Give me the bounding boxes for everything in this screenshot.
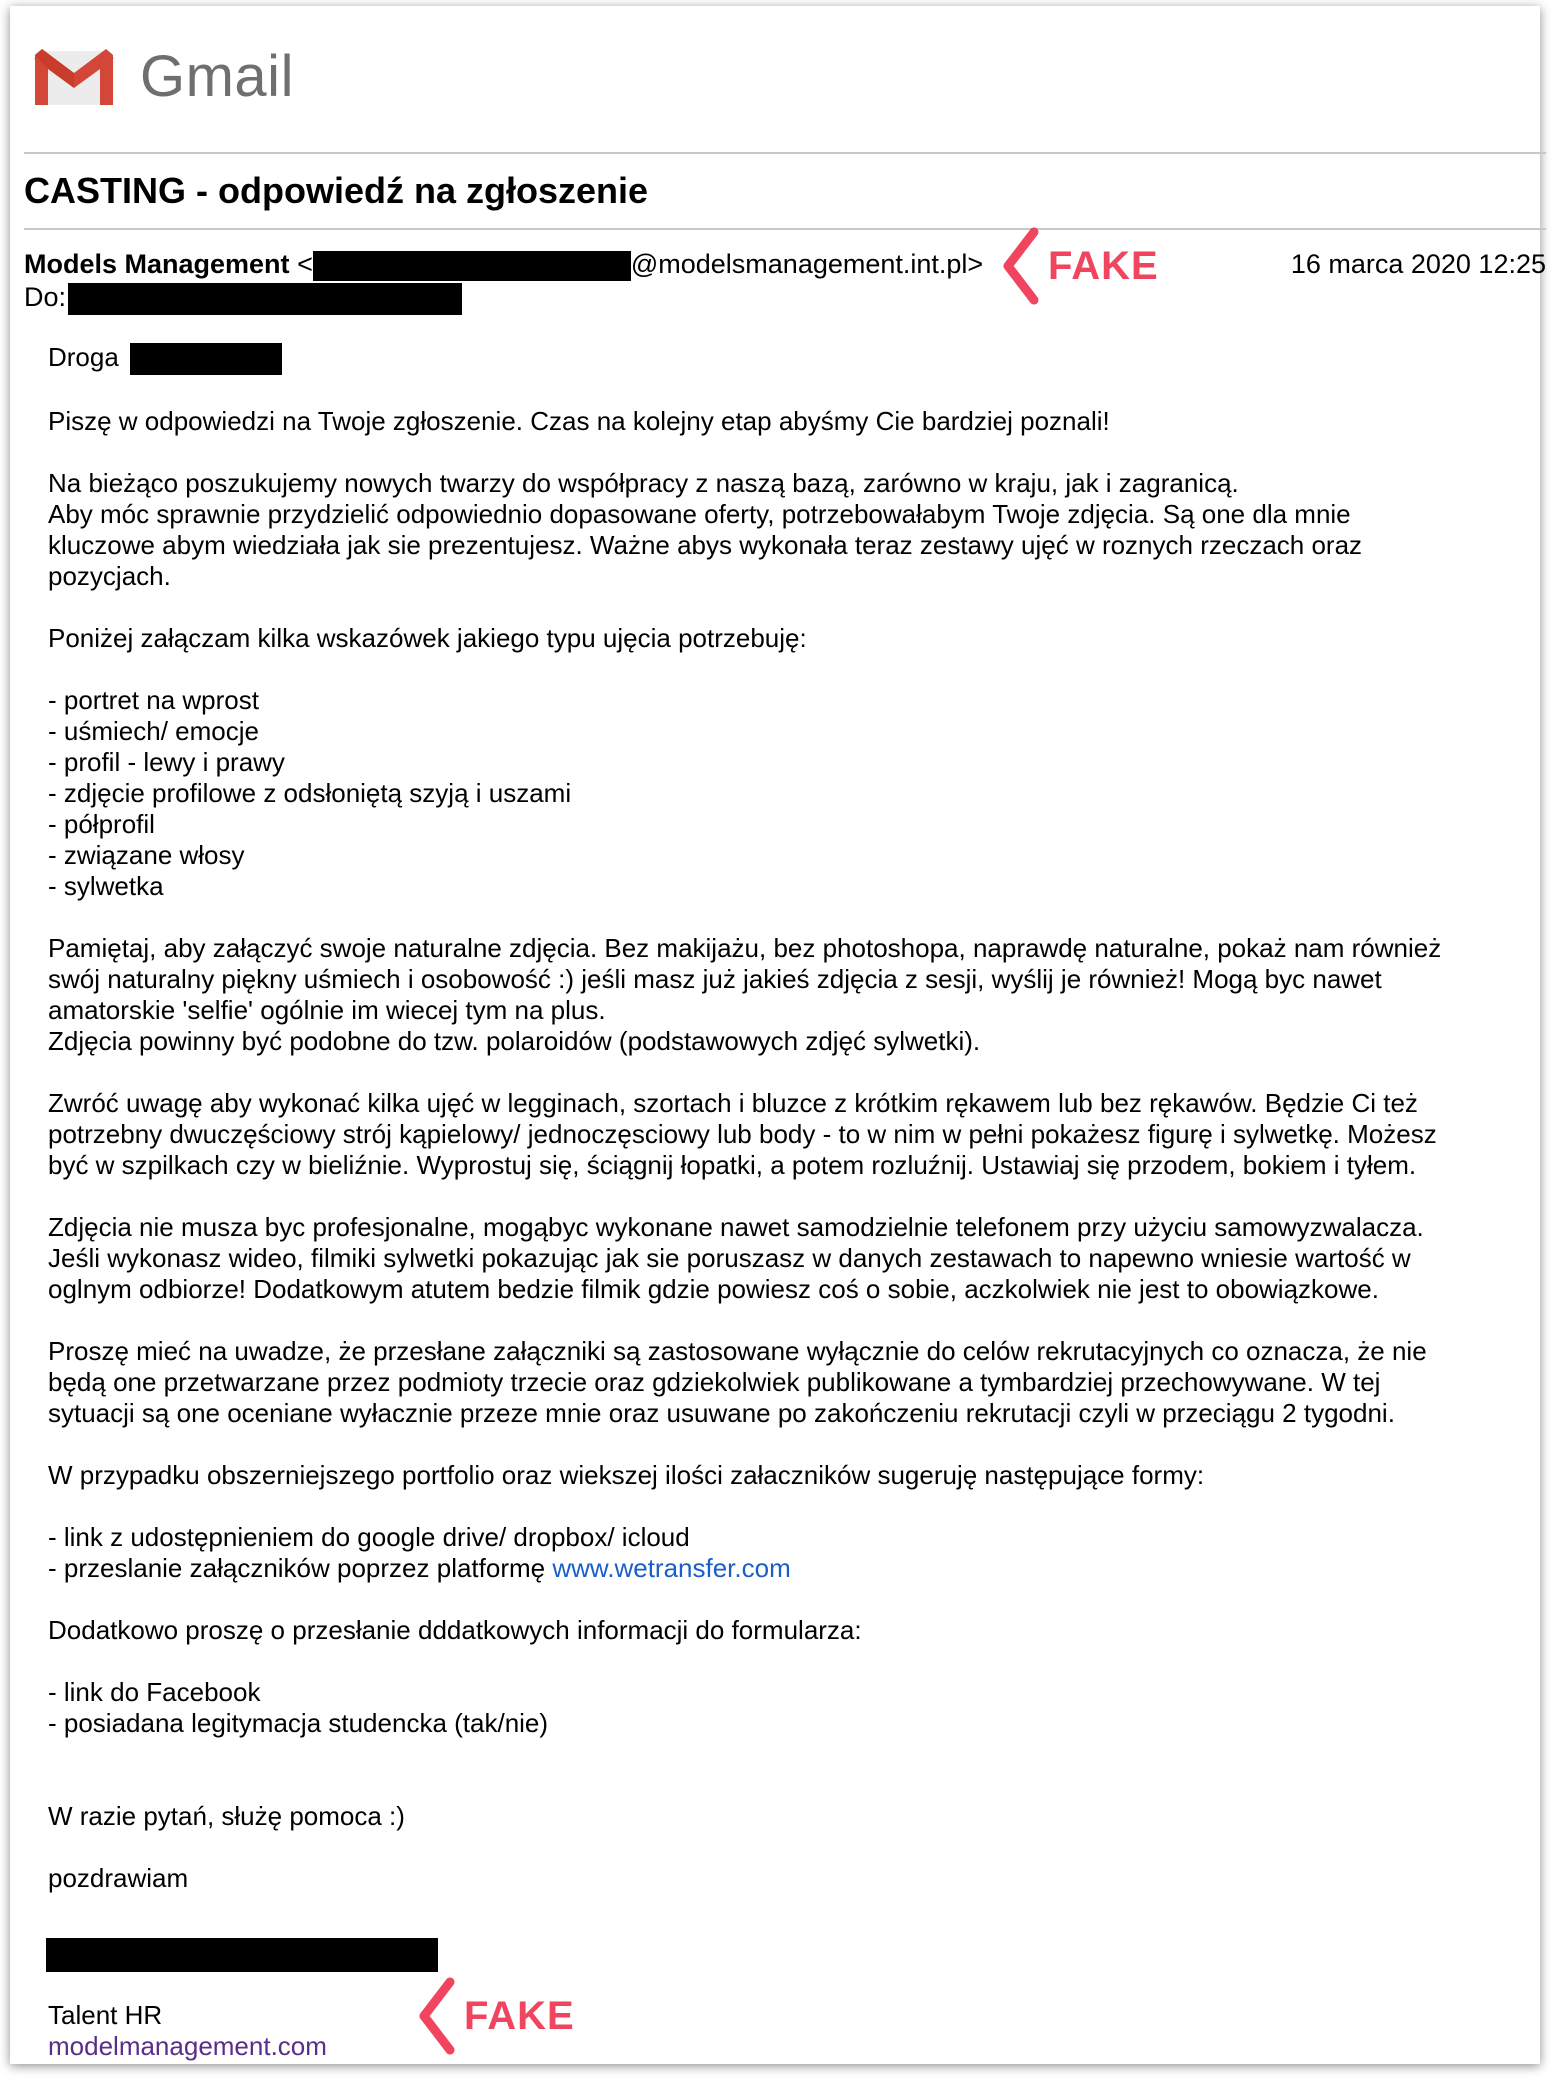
redacted-sender-local (313, 251, 631, 281)
body-line: Aby móc sprawnie przydzielić odpowiednio dopasowane oferty, potrzebowałabym Twoje zdjęcia. Są one dla mnie (48, 499, 1351, 530)
body-line: - sylwetka (48, 871, 164, 902)
sender-name: Models Management (24, 249, 290, 279)
body-line: - uśmiech/ emocje (48, 716, 259, 747)
signature-website-link[interactable]: modelmanagement.com (48, 2031, 327, 2061)
body-line: Zdjęcia nie musza byc profesjonalne, mogąbyc wykonane nawet samodzielnie telefonem przy użyciu samowyzwalacza. (48, 1212, 1424, 1243)
subject-divider (24, 228, 1546, 230)
body-line: Proszę mieć na uwadze, że przesłane załączniki są zastosowane wyłącznie do celów rekrutacyjnych co oznacza, że nie (48, 1336, 1427, 1367)
body-line: - półprofil (48, 809, 155, 840)
body-line: Jeśli wykonasz wideo, filmiki sylwetki pokazując jak sie poruszasz w danych zestawach to napewno wniesie wartość w (48, 1243, 1411, 1274)
body-line: Na bieżąco poszukujemy nowych twarzy do współpracy z naszą bazą, zarówno w kraju, jak i zagranicą. (48, 468, 1239, 499)
list-item (48, 1553, 1518, 1584)
upload-options-list (48, 1522, 1518, 1584)
body-line: będą one przetwarzane przez podmioty trzecie oraz gdziekolwiek publikowane a tymbardziej przechowywane. W tej (48, 1367, 1381, 1398)
fake-label: FAKE (464, 1993, 575, 2038)
body-line: sytuacji są one oceniane wyłacznie przeze mnie oraz usuwane po zakończeniu rekrutacji czyli w przeciągu 2 tygodni. (48, 1398, 1395, 1429)
body-line: pozycjach. (48, 561, 171, 592)
body-line: być w szpilkach czy w bieliźnie. Wyprostuj się, ściągnij łopatki, a potem rozluźnij. Ustawiaj się przodem, bokiem i tyłem. (48, 1150, 1417, 1181)
header-divider (24, 152, 1546, 154)
list-item-text: - przeslanie załączników poprzez platformę (48, 1553, 553, 1584)
redacted-recipient (68, 283, 462, 315)
body-line: potrzebny dwuczęściowy strój kąpielowy/ jednoczęsciowy lub body - to w nim w pełni pokażesz figurę i sylwetkę. Możesz (48, 1119, 1437, 1150)
body-line: Zwróć uwagę aby wykonać kilka ujęć w legginach, szortach i bluzce z krótkim rękawem lub bez rękawów. Będzie Ci też (48, 1088, 1418, 1119)
body-paragraph (48, 1677, 1518, 1739)
fake-label: FAKE (1048, 243, 1159, 288)
body-line: swój naturalny piękny uśmiech i osobowość :) jeśli masz już jakieś zdjęcia z sesji, wyślij je również! Mogą byc nawet (48, 964, 1382, 995)
body-line: Poniżej załączam kilka wskazówek jakiego typu ujęcia potrzebuję: (48, 623, 807, 654)
body-line: - zdjęcie profilowe z odsłoniętą szyją i uszami (48, 778, 572, 809)
gmail-logo (32, 42, 294, 112)
body-paragraphs-after (48, 1615, 1518, 1739)
email-subject: CASTING - odpowiedź na zgłoszenie (24, 170, 649, 211)
sender (24, 249, 983, 281)
sender-bracket: < (297, 249, 313, 279)
body-line: oglnym odbiorze! Dodatkowym atutem bedzie filmik gdzie powiesz coś o sobie, aczkolwiek nie jest to obowiązkowe. (48, 1274, 1379, 1305)
wetransfer-link[interactable]: www.wetransfer.com (552, 1553, 791, 1584)
body-line: Dodatkowo proszę o przesłanie dddatkowych informacji do formularza: (48, 1615, 862, 1646)
body-paragraph (48, 468, 1518, 592)
body-paragraph (48, 406, 1518, 437)
list-item: - link z udostępnieniem do google drive/ dropbox/ icloud (48, 1522, 690, 1553)
body-paragraph (48, 685, 1518, 902)
body-line: kluczowe abym wiedziała jak sie prezentujesz. Ważne abys wykonała teraz zestawy ujęć w roznych rzeczach oraz (48, 530, 1363, 561)
body-paragraph (48, 1460, 1518, 1491)
closing-question: W razie pytań, służę pomoca :) (48, 1801, 405, 1832)
signature (48, 2000, 327, 2062)
to-label: Do: (24, 282, 67, 312)
recipient-row (24, 282, 462, 315)
body-line: Zdjęcia powinny być podobne do tzw. polaroidów (podstawowych zdjęć sylwetki). (48, 1026, 981, 1057)
greeting-text: Droga (48, 342, 119, 372)
body-line: - portret na wprost (48, 685, 259, 716)
fake-annotation-sender (1000, 226, 1159, 306)
body-paragraph (48, 1088, 1518, 1181)
body-paragraph (48, 933, 1518, 1057)
chevron-left-icon (416, 1976, 456, 2056)
body-paragraph (48, 1336, 1518, 1429)
closing: pozdrawiam (48, 1863, 189, 1894)
chevron-left-icon (1000, 226, 1040, 306)
gmail-m-icon (32, 45, 116, 109)
body-line: - link do Facebook (48, 1677, 261, 1708)
body-line: - związane włosy (48, 840, 245, 871)
body-paragraph (48, 623, 1518, 654)
fake-annotation-signature (416, 1976, 575, 2056)
sender-row (24, 249, 1546, 283)
body-paragraphs (48, 406, 1518, 1491)
sender-domain: @modelsmanagement.int.pl> (630, 249, 984, 279)
body-line: Piszę w odpowiedzi na Twoje zgłoszenie. Czas na kolejny etap abyśmy Cie bardziej poznali! (48, 406, 1110, 437)
body-line: - profil - lewy i prawy (48, 747, 285, 778)
body-line: amatorskie 'selfie' ogólnie im wiecej tym na plus. (48, 995, 606, 1026)
gmail-wordmark: Gmail (140, 44, 294, 109)
email-date: 16 marca 2020 12:25 (1290, 249, 1546, 279)
greeting (48, 342, 1518, 375)
redacted-recipient-name (130, 343, 282, 375)
body-paragraph (48, 1212, 1518, 1305)
signature-title: Talent HR (48, 2000, 163, 2030)
body-line: W przypadku obszerniejszego portfolio oraz wiekszej ilości załaczników sugeruję następujące formy: (48, 1460, 1205, 1491)
email-print-sheet (10, 6, 1546, 2064)
body-paragraph (48, 1615, 1518, 1646)
body-line: Pamiętaj, aby załączyć swoje naturalne zdjęcia. Bez makijażu, bez photoshopa, naprawdę naturalne, pokaż nam również (48, 933, 1442, 964)
redacted-signature-name (46, 1938, 438, 1972)
body-line: - posiadana legitymacja studencka (tak/nie) (48, 1708, 549, 1739)
email-body (48, 342, 1518, 1925)
